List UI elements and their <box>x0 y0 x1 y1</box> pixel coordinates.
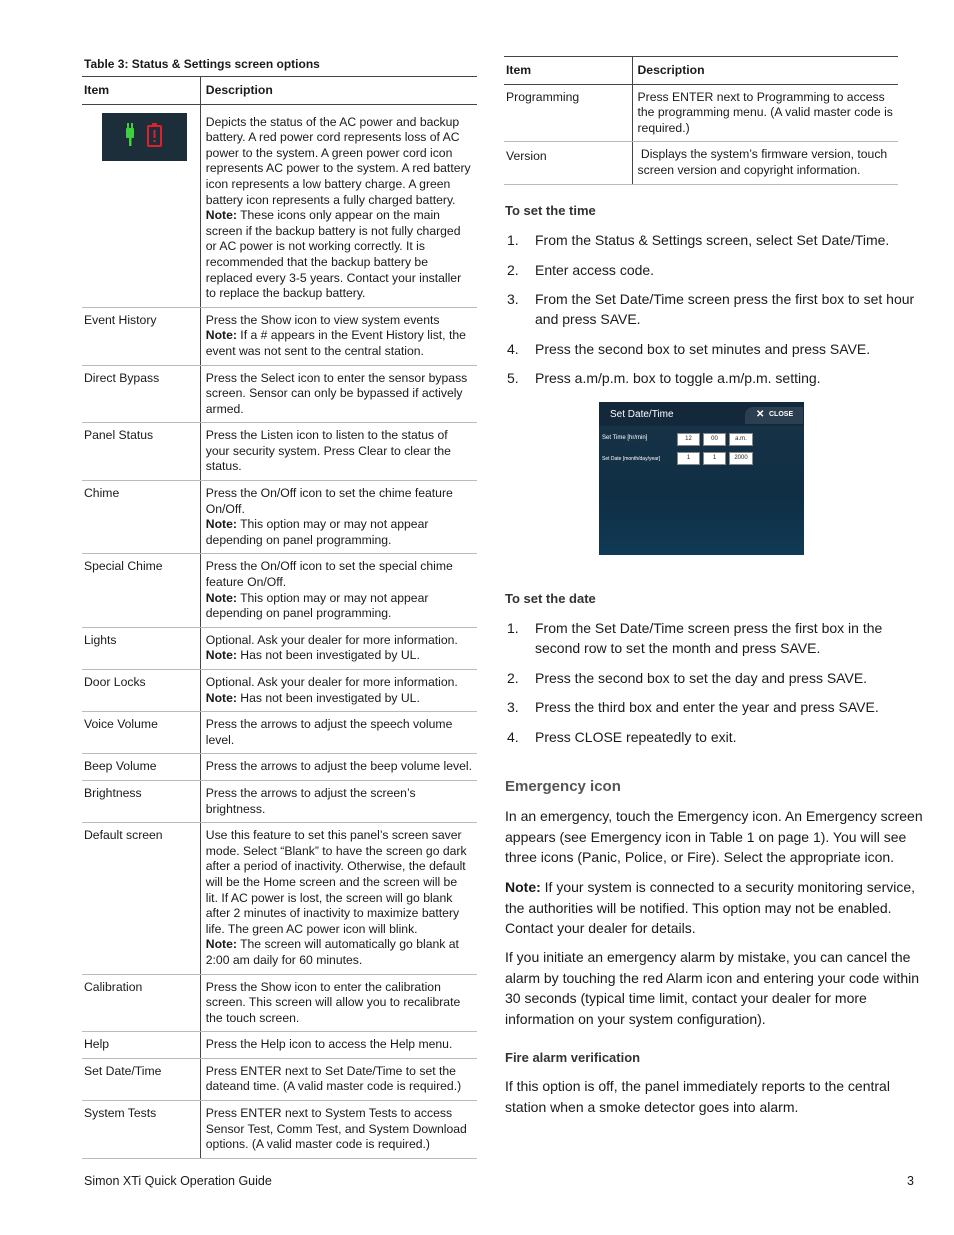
item-programming: Programming <box>504 84 632 142</box>
close-label: CLOSE <box>769 411 794 418</box>
description: Optional. Ask your dealer for more information. <box>205 675 458 689</box>
description: Press the On/Off icon to set the special chime feature On/Off. <box>205 559 453 590</box>
description: Optional. Ask your dealer for more information. <box>205 632 458 647</box>
emergency-paragraph: In an emergency, touch the Emergency icon. An Emergency screen appears (see Emergency icon in Table 1 on page 1). You will see three icons (Panic, Police, or Fire). Select the appropriate icon. <box>505 808 923 865</box>
note-text: This option may or may not appear depending on panel programming. <box>205 590 429 621</box>
fire-alarm-paragraph: If this option is off, the panel immediately reports to the central station when a smoke detector goes into alarm. <box>505 1078 890 1115</box>
item-chime: Chime <box>82 481 200 554</box>
hour-box[interactable]: 12 <box>677 433 700 446</box>
description: Press ENTER next to Programming to access the programming menu. (A valid master code is required.) <box>632 84 898 142</box>
list-item: 2. Enter access code. <box>507 261 655 278</box>
table-row <box>82 307 477 365</box>
header-description: Description <box>200 77 477 105</box>
fire-alarm-heading: Fire alarm verification <box>505 1050 641 1065</box>
status-settings-table <box>82 76 477 1159</box>
table-row <box>82 481 477 554</box>
item-brightness: Brightness <box>82 780 200 822</box>
item-door-locks: Door Locks <box>82 670 200 712</box>
table-row <box>82 1058 477 1100</box>
ac-power-cord-icon <box>102 113 187 161</box>
table-row <box>82 712 477 754</box>
item-beep-volume: Beep Volume <box>82 754 200 781</box>
note-label: Note: <box>205 937 237 952</box>
year-box[interactable]: 2000 <box>729 452 753 465</box>
table-row <box>82 1032 477 1059</box>
emergency-heading: Emergency icon <box>505 778 621 795</box>
description: Press the arrows to adjust the screen’s brightness. <box>200 780 477 822</box>
table-row <box>504 142 898 184</box>
emergency-cancel-paragraph: If you initiate an emergency alarm by mistake, you can cancel the alarm by touching the red Alarm icon and entering your code within 30 seconds (typical time limit, contact your dealer for more information on your system configuration). <box>505 949 920 1027</box>
table-row <box>82 627 477 669</box>
description: Press ENTER next to Set Date/Time to set the dateand time. (A valid master code is required.) <box>200 1058 477 1100</box>
table-row <box>82 365 477 423</box>
item-event-history: Event History <box>82 307 200 365</box>
close-icon: ✕ <box>756 409 765 420</box>
item-special-chime: Special Chime <box>82 554 200 627</box>
note-label: Note: <box>205 648 237 663</box>
note-text: The screen will automatically go blank at 2:00 am daily for 60 minutes. <box>205 937 459 967</box>
header-item: Item <box>504 57 632 85</box>
table-header-row <box>82 77 477 105</box>
note-label: Note: <box>205 328 237 343</box>
list-item: 1. From the Status & Settings screen, select Set Date/Time. <box>507 232 890 248</box>
month-box[interactable]: 1 <box>677 452 700 465</box>
table-row <box>82 823 477 974</box>
note-text: Has not been investigated by UL. <box>236 648 420 663</box>
power-battery-icons <box>102 113 187 161</box>
description: Press the Show icon to view system events <box>205 312 440 327</box>
item-voice-volume: Voice Volume <box>82 712 200 754</box>
list-item: 4. Press the second box to set minutes and press SAVE. <box>507 340 871 357</box>
time-label: Set Time [hr/min] <box>602 435 648 441</box>
day-box[interactable]: 1 <box>703 452 726 465</box>
table-row <box>82 554 477 627</box>
table-row <box>82 670 477 712</box>
description: Press ENTER next to System Tests to access Sensor Test, Comm Test, and System Download options. (A valid master code is required.) <box>200 1101 477 1159</box>
table-row <box>82 780 477 822</box>
note-text: If a # appears in the Event History list, the event was not sent to the central station. <box>205 328 466 358</box>
description: Depicts the status of the AC power and backup battery. A red power cord represents loss of AC power to the system. A green power cord icon represents AC power to the system. A red battery icon represents a low battery charge. A green battery icon represents a fully charged battery. <box>205 114 471 207</box>
set-date-steps <box>505 618 925 756</box>
table-header-row <box>504 57 898 85</box>
set-date-heading: To set the date <box>505 591 596 606</box>
list-item: 1. From the Set Date/Time screen press the first box in the second row to set the month and press SAVE. <box>507 620 883 656</box>
item-panel-status: Panel Status <box>82 423 200 481</box>
item-version: Version <box>504 142 632 184</box>
list-item: 3. From the Set Date/Time screen press the first box to set hour and press SAVE. <box>507 291 915 327</box>
header-description: Description <box>632 57 898 85</box>
table-row <box>82 1101 477 1159</box>
note-text: Has not been investigated by UL. <box>236 690 420 705</box>
item-default-screen: Default screen <box>82 823 200 974</box>
description: Use this feature to set this panel’s screen saver mode. Select “Blank” to have the screen go dark after a period of inactivity. Otherwise, the default will be the Home screen and the screen will be lit. If AC power is lost, the screen will go blank after 2 minutes of inactivity to maximize battery life. The green AC power icon will blink. <box>205 828 467 936</box>
header-item: Item <box>82 77 200 105</box>
item-calibration: Calibration <box>82 974 200 1032</box>
set-time-heading: To set the time <box>505 203 596 218</box>
item-lights: Lights <box>82 627 200 669</box>
description: Press the Select icon to enter the sensor bypass screen. Sensor can only be bypassed if actively armed. <box>200 365 477 423</box>
ampm-box[interactable]: a.m. <box>729 433 753 446</box>
status-settings-table-continued <box>504 56 898 185</box>
note-label: Note: <box>205 590 237 605</box>
minute-box[interactable]: 00 <box>703 433 726 446</box>
close-button[interactable] <box>745 407 803 424</box>
page-number: 3 <box>907 1174 914 1188</box>
description: Press the On/Off icon to set the chime feature On/Off. <box>205 486 453 516</box>
note-label: Note: <box>205 208 237 223</box>
description: Press the Help icon to access the Help menu. <box>200 1032 477 1059</box>
table-row <box>504 84 898 142</box>
item-help: Help <box>82 1032 200 1059</box>
description: Press the Show icon to enter the calibration screen. This screen will allow you to recalibrate the touch screen. <box>200 974 477 1032</box>
item-set-date-time: Set Date/Time <box>82 1058 200 1100</box>
table-row <box>82 423 477 481</box>
set-time-steps <box>505 230 925 398</box>
table-row <box>82 974 477 1032</box>
note-text: These icons only appear on the main screen if the backup battery is not fully charged or AC power is not working correctly. It is recommended that the backup battery be replaced every 3-5 years. Contact your installer to replace the backup battery. <box>205 208 462 301</box>
footer-title: Simon XTi Quick Operation Guide <box>84 1174 272 1188</box>
screen-title: Set Date/Time <box>610 409 674 420</box>
item-system-tests: System Tests <box>82 1101 200 1159</box>
date-label: Set Date [month/day/year] <box>602 456 661 462</box>
note-text: This option may or may not appear depending on panel programming. <box>205 517 429 547</box>
list-item: 3. Press the third box and enter the year and press SAVE. <box>507 699 879 715</box>
table-row <box>82 104 477 307</box>
list-item: 2. Press the second box to set the day and press SAVE. <box>507 669 868 686</box>
description: Press the arrows to adjust the speech volume level. <box>200 712 477 754</box>
description: Press the arrows to adjust the beep volume level. <box>200 754 477 781</box>
description: Press the Listen icon to listen to the status of your security system. Press Clear to clear the status. <box>200 423 477 481</box>
table-row <box>82 754 477 781</box>
emergency-note: Note: If your system is connected to a security monitoring service, the authorities will be notified. This option may not be enabled. Contact your dealer for details. <box>505 879 916 936</box>
note-label: Note: <box>205 690 237 705</box>
item-direct-bypass: Direct Bypass <box>82 365 200 423</box>
battery-icon <box>148 123 161 146</box>
description: Displays the system’s firmware version, touch screen version and copyright information. <box>632 142 898 184</box>
note-label: Note: <box>205 517 237 532</box>
set-date-time-screenshot <box>599 402 804 555</box>
list-item: 5. Press a.m/p.m. box to toggle a.m/p.m. setting. <box>507 370 821 386</box>
table-caption: Table 3: Status & Settings screen options <box>84 57 320 71</box>
list-item: 4. Press CLOSE repeatedly to exit. <box>507 728 737 745</box>
